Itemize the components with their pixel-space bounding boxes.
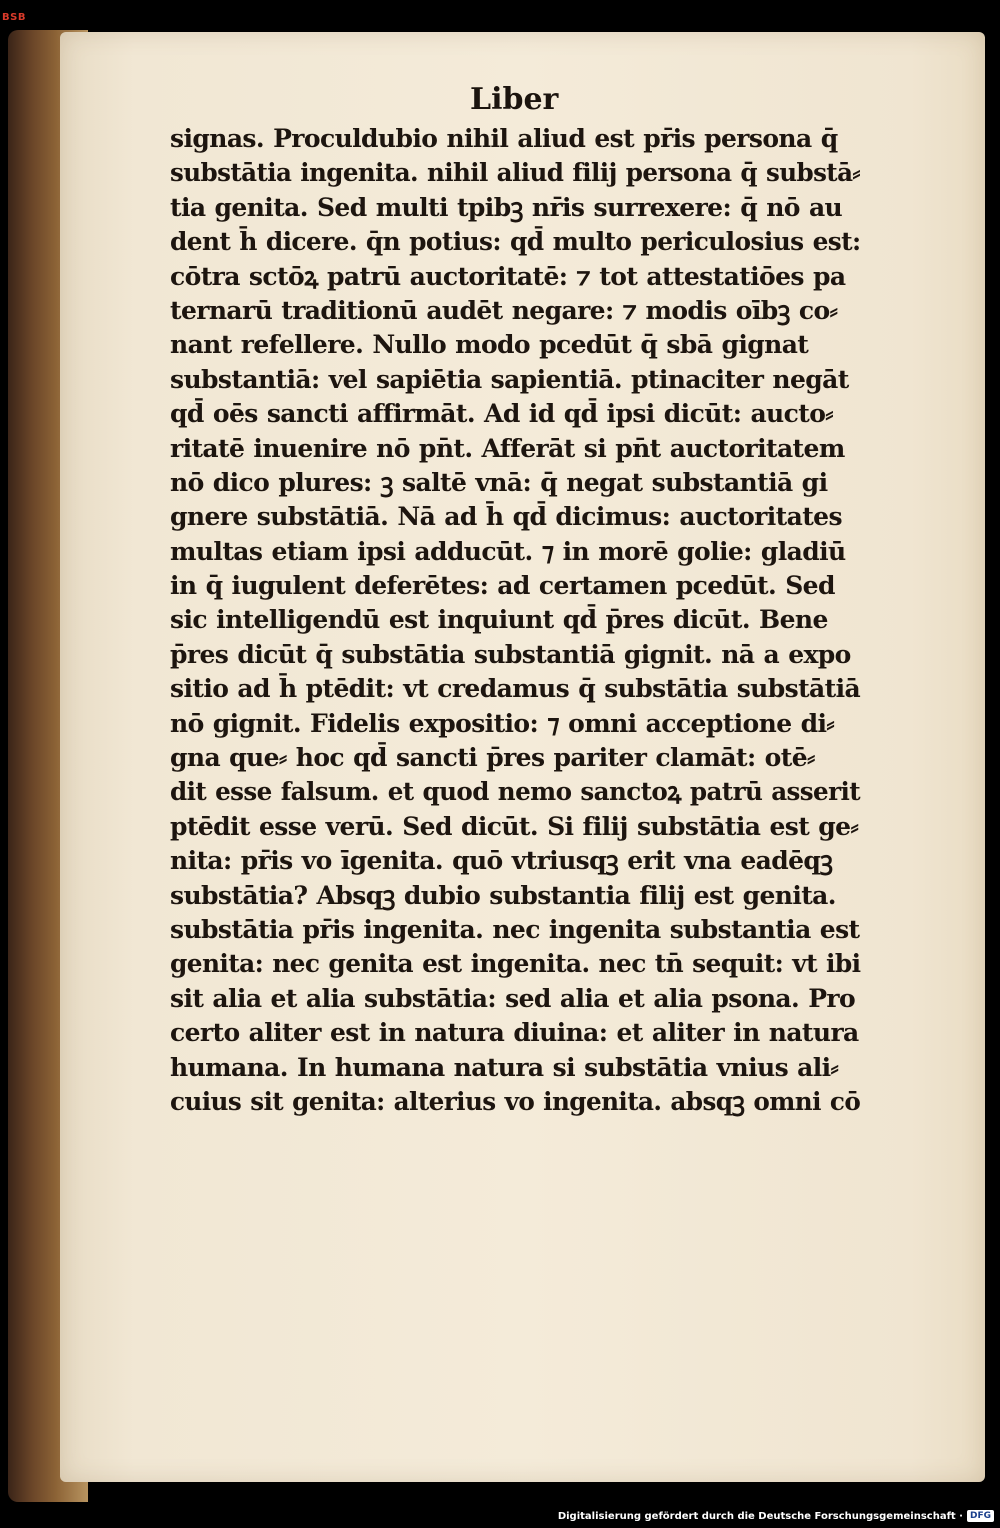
- text-line: p̄res dicūt q̄ substātia substantiā gignit. nā a expo: [170, 639, 851, 669]
- bsb-watermark: BSB: [2, 12, 26, 23]
- text-line: qd̄ oēs sancti affirmāt. Ad id qd̄ ipsi dicūt: aucto⸗: [170, 399, 834, 429]
- text-line: tia genita. Sed multi tpibꝫ nr̄is surrexere: q̄ nō au: [170, 192, 843, 222]
- text-line: cuius sit genita: alterius vo ingenita. absqꝫ omni cō: [170, 1086, 861, 1116]
- text-line: nant refellere. Nullo modo pcedūt q̄ sbā gignat: [170, 330, 809, 360]
- text-line: dit esse falsum. et quod nemo sanctoꝝ patrū asserit: [170, 777, 861, 807]
- text-line: substātia ingenita. nihil aliud filij persona q̄ substā⸗: [170, 158, 861, 188]
- text-line: cōtra sctōꝝ patrū auctoritatē: ⁊ tot attestatiōes pa: [170, 261, 846, 291]
- funding-credit-text: Digitalisierung gefördert durch die Deutsche Forschungsgemeinschaft ·: [557, 1510, 963, 1522]
- text-line: substātia pr̄is ingenita. nec ingenita substantia est: [170, 914, 860, 944]
- text-line: nō gignit. Fidelis expositio: ⁊ omni acceptione di⸗: [170, 708, 835, 738]
- text-line: gnere substātiā. Nā ad h̄ qd̄ dicimus: auctoritates: [170, 502, 842, 532]
- text-line: sic intelligendū est inquiunt qd̄ p̄res dicūt. Bene: [170, 605, 828, 635]
- text-line: humana. In humana natura si substātia vnius ali⸗: [170, 1052, 839, 1082]
- funding-credit: [558, 1508, 994, 1524]
- dfg-logo: DFG: [967, 1510, 994, 1522]
- text-line: dent h̄ dicere. q̄n potius: qd̄ multo periculosius est:: [170, 227, 861, 257]
- text-line: sit alia et alia substātia: sed alia et alia psona. Pro: [170, 983, 856, 1013]
- text-line: ptēdit esse verū. Sed dicūt. Si filij substātia est ge⸗: [170, 811, 859, 841]
- text-line: signas. Proculdubio nihil aliud est pr̄is persona q̄: [170, 124, 838, 153]
- text-line: substantiā: vel sapiētia sapientiā. ptinaciter negāt: [170, 364, 849, 394]
- text-line: certo aliter est in natura diuina: et aliter in natura: [170, 1018, 859, 1048]
- text-line: genita: nec genita est ingenita. nec tn̄ sequit: vt ibi: [170, 949, 861, 979]
- text-line: substātia? Absqꝫ dubio substantia filij est genita.: [170, 880, 836, 910]
- text-block: [170, 122, 860, 1119]
- text-line: multas etiam ipsi adducūt. ⁊ in morē golie: gladiū: [170, 536, 846, 566]
- text-line: nita: pr̄is vo īgenita. quō vtriusqꝫ erit vna eadēqꝫ: [170, 846, 833, 876]
- text-line: gna que⸗ hoc qd̄ sancti p̄res pariter clamāt: otē⸗: [170, 743, 815, 773]
- text-line: in q̄ iugulent deferētes: ad certamen pcedūt. Sed: [170, 571, 835, 601]
- text-line: nō dico plures: ꝫ saltē vnā: q̄ negat substantiā gi: [170, 467, 828, 497]
- text-line: ritatē inuenire nō pn̄t. Afferāt si pn̄t auctoritatem: [170, 433, 845, 463]
- text-line: ternarū traditionū audēt negare: ⁊ modis oībꝫ co⸗: [170, 295, 838, 325]
- running-header: Liber: [470, 82, 559, 117]
- text-line: sitio ad h̄ ptēdit: vt credamus q̄ substātia substātiā: [170, 674, 861, 704]
